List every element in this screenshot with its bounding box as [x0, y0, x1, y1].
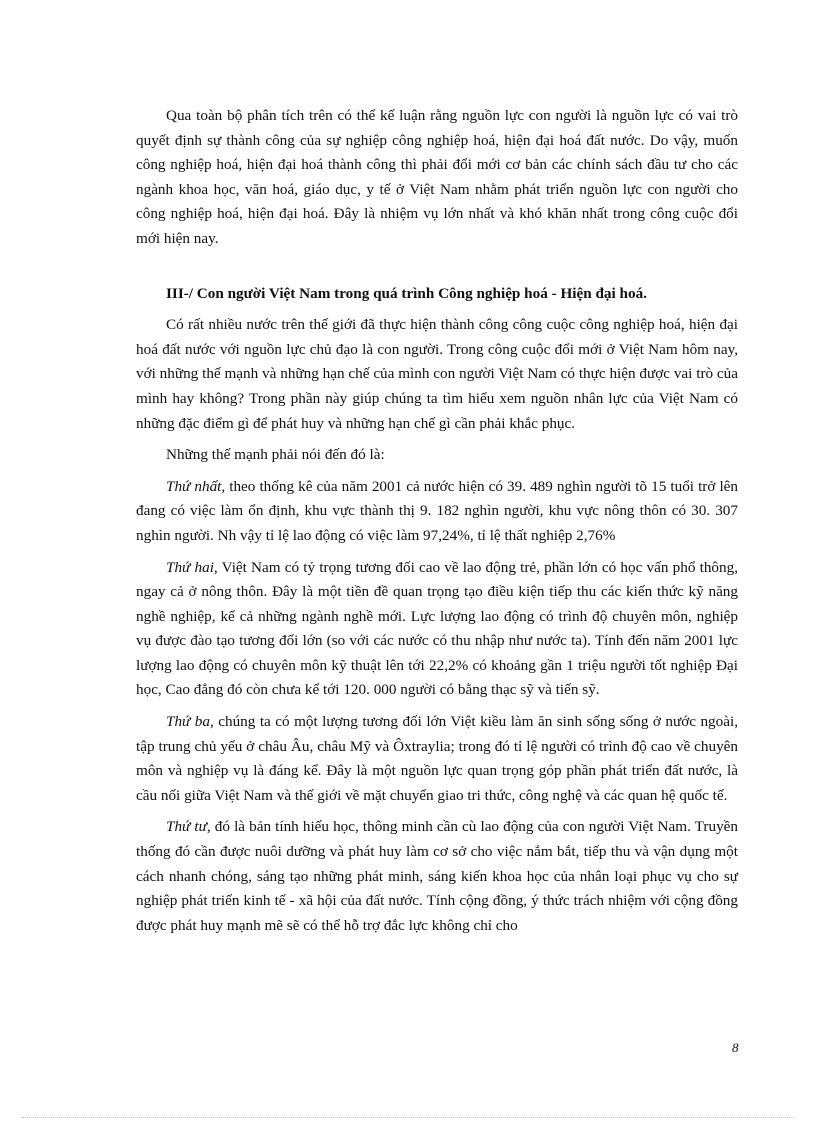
paragraph-fourth-lead: Thứ tư,: [166, 818, 211, 836]
paragraph-intro: Có rất nhiều nước trên thế giới đã thực hiện thành công công cuộc công nghiệp hoá, hiện đại hoá đất nước với nguồn lực chủ đạo là con người. Trong công cuộc đổi mới ở Việt Nam hôm nay, với những thế mạnh và những hạn chế của mình con người Việt Nam có thực hiện được vai trò của mình hay không? Trong phần này giúp chúng ta tìm hiểu xem nguồn nhân lực của Việt Nam có những đặc điểm gì để phát huy và những hạn chế gì cần phải khắc phục.: [136, 316, 738, 432]
paragraph-second: [136, 556, 738, 704]
paragraph-conclusion: Qua toàn bộ phân tích trên có thể kế luận rằng nguồn lực con người là nguồn lực có vai trò quyết định sự thành công của sự nghiệp công nghiệp hoá, hiện đại hoá đất nước. Do vậy, muốn công nghiệp hoá, hiện đại hoá thành công thì phải đổi mới cơ bản các chính sách đầu tư cho các ngành khoa học, văn hoá, giáo dục, y tế ở Việt Nam nhằm phát triển nguồn lực con người cho công nghiệp hoá, hiện đại hoá. Đây là nhiệm vụ lớn nhất và khó khăn nhất trong công cuộc đổi mới hiện nay.: [136, 107, 738, 247]
paragraph-third-text: chúng ta có một lượng tương đối lớn Việt kiều làm ăn sinh sống sống ở nước ngoài, tập trung chủ yếu ở châu Âu, châu Mỹ và Ôxtraylia; trong đó tỉ lệ người có trình độ cao về chuyên môn và nghiệp vụ là đáng kể. Đây là một nguồn lực quan trọng góp phần phát triển đất nước, là cầu nối giữa Việt Nam và thế giới về mặt chuyển giao tri thức, công nghệ và các quan hệ quốc tế.: [136, 713, 738, 804]
paragraph-fourth: [136, 815, 738, 938]
paragraph-fourth-text: đó là bản tính hiếu học, thông minh cần cù lao động của con người Việt Nam. Truyền thống đó cần được nuôi dưỡng và phát huy làm cơ sở cho việc nắm bắt, tiếp thu và vận dụng một cách nhanh chóng, sáng tạo những phát minh, sáng kiến khoa học của nhân loại phục vụ cho sự nghiệp phát triển kinh tế - xã hội của đất nước. Tính cộng đồng, ý thức trách nhiệm với cộng đồng được phát huy mạnh mẽ sẽ có thể hỗ trợ đắc lực không chỉ cho: [136, 818, 739, 934]
page-number: 8: [732, 1040, 739, 1055]
paragraph-second-lead: Thứ hai,: [166, 558, 218, 576]
paragraph-first: [136, 475, 738, 549]
section-heading: III-/ Con người Việt Nam trong quá trình Công nghiệp hoá - Hiện đại hoá.: [166, 284, 647, 302]
paragraph-third: [136, 710, 738, 808]
paragraph-first-lead: Thứ nhất,: [166, 477, 226, 495]
paragraph-third-lead: Thứ ba,: [166, 713, 214, 731]
paragraph-second-text: Việt Nam có tỷ trọng tương đối cao về lao động trẻ, phần lớn có học vấn phổ thông, ngay cả ở nông thôn. Đây là một tiền đề quan trọng tạo điều kiện tiếp thu các kiến thức kỹ năng nghề nghiệp, kể cả những ngành nghề mới. Lực lượng lao động có trình độ chuyên môn, nghiệp vụ được đào tạo tương đối lớn (so với các nước có thu nhập như nước ta). Tính đến năm 2001 lực lượng lao động có chuyên môn kỹ thuật lên tới 22,2% có khoảng gần 1 triệu người tốt nghiệp Đại học, Cao đẳng đó còn chưa kể tới 120. 000 người có bằng thạc sỹ và tiến sỹ.: [136, 558, 738, 699]
document-body: [136, 104, 738, 938]
page-bottom-divider: [22, 1117, 794, 1118]
paragraph-strengths-intro: Những thế mạnh phải nói đến đó là:: [166, 446, 385, 464]
paragraph-first-text: theo thống kê của năm 2001 cả nước hiện có 39. 489 nghìn người tõ 15 tuổi trở lên đang có việc làm ổn định, khu vực thành thị 9. 182 nghìn người, khu vực nông thôn có 30. 307 nghìn người. Nh vậy tỉ lệ lao động có việc làm 97,24%, tỉ lệ thất nghiệp 2,76%: [136, 477, 738, 544]
